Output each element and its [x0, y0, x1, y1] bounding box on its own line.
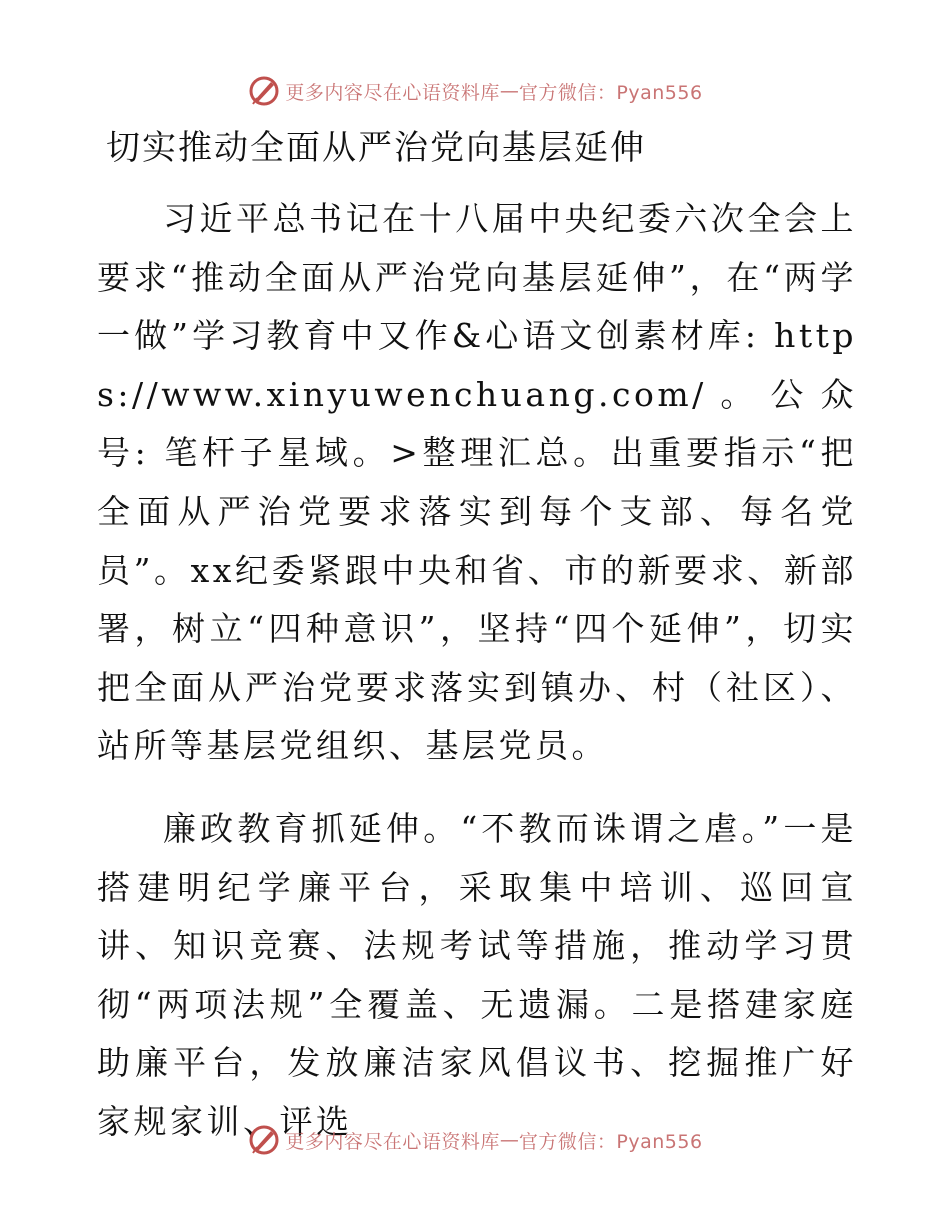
watermark-site-text: 更多内容尽在心语资料库 — [285, 81, 500, 104]
quill-logo-icon — [247, 1123, 281, 1157]
watermark-separator: — — [499, 1129, 519, 1151]
watermark-contact-text: 官方微信：Pyan556 — [518, 1130, 703, 1153]
quill-logo-icon — [247, 74, 281, 108]
watermark-contact-text: 官方微信：Pyan556 — [518, 81, 703, 104]
body-paragraph-2: 廉政教育抓延伸。“不教而诛谓之虐。”一是搭建明纪学廉平台，采取集中培训、巡回宣讲、知识竞赛、法规考试等措施，推动学习贯彻“两项法规”全覆盖、无遗漏。二是搭建家庭助廉平台，发放廉洁家风倡议书、挖掘推广好家规家训、评选 — [97, 808, 857, 1141]
watermark-separator: — — [499, 80, 519, 102]
watermark-header — [0, 69, 950, 113]
watermark-footer — [0, 1118, 950, 1162]
document-body — [97, 190, 857, 1152]
watermark-site-text: 更多内容尽在心语资料库 — [285, 1130, 500, 1153]
body-paragraph-1: 习近平总书记在十八届中央纪委六次全会上要求“推动全面从严治党向基层延伸”，在“两学一做”学习教育中又作&心语文创素材库: https://www.xinyuwenchuang.com/。公众号: 笔杆子星域。>整理汇总。出重要指示“把全面从严治党要求落实到每个支部、每名党员”。xx纪委紧跟中央和省、市的新要求、新部署，树立“四种意识”，坚持“四个延伸”，切实把全面从严治党要求落实到镇办、村（社区）、站所等基层党组织、基层党员。 — [97, 199, 857, 766]
document-title: 切实推动全面从严治党向基层延伸 — [106, 128, 646, 168]
